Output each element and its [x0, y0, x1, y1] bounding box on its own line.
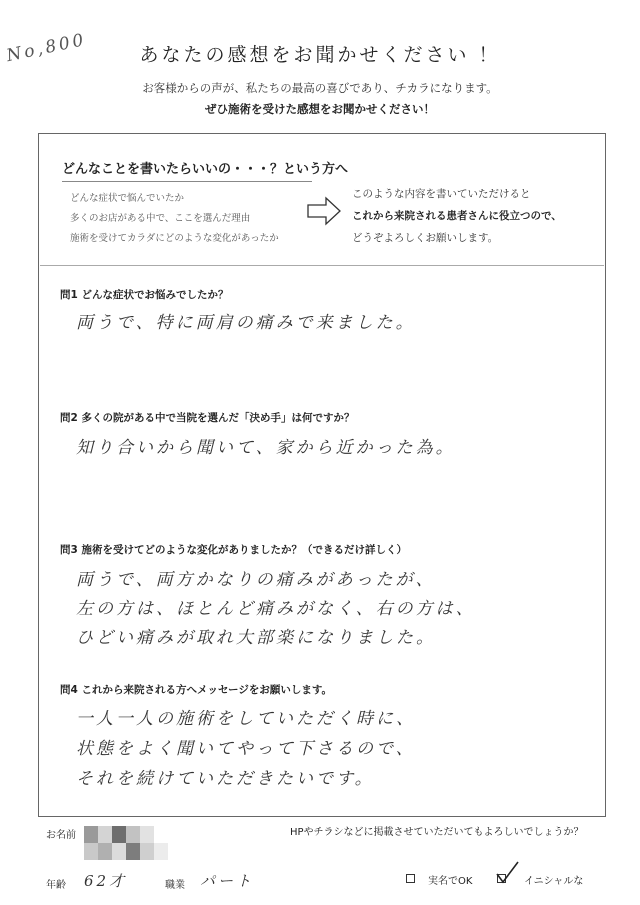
answer-3-line: 左の方は、ほとんど痛みがなく、右の方は、 [76, 599, 476, 619]
name-label: お名前 [46, 830, 76, 841]
guide-item: どんな症状で悩んでいたか [70, 193, 185, 204]
initials-option-label: イニシャルな [524, 876, 584, 887]
real-name-option-label: 実名でOK [428, 876, 473, 887]
guide-title: どんなことを書いたらいいの・・・？という方へ [62, 162, 349, 177]
guide-note-emphasis: これから来院される患者さんに役立つので、 [352, 210, 562, 222]
check-mark-icon [494, 860, 520, 886]
answer-3-line: ひどい痛みが取れ大部楽になりました。 [76, 628, 436, 648]
guide-note: どうぞよろしくお願いします。 [352, 232, 499, 244]
guide-underline [62, 181, 312, 182]
guide-note: このような内容を書いていただけると [352, 188, 531, 200]
age-value: 62才 [84, 872, 128, 890]
answer-2-line: 知り合いから聞いて、家から近かった為。 [76, 438, 456, 458]
answer-4-line: 一人一人の施術をしていただく時に、 [76, 709, 416, 729]
publish-consent-question: HPやチラシなどに掲載させていただいてもよろしいでしょうか？ [290, 827, 584, 838]
real-name-checkbox[interactable] [406, 874, 415, 883]
occupation-label: 職業 [165, 880, 185, 891]
answer-4-line: それを続けていただきたいです。 [76, 769, 375, 789]
page-subtitle-emphasis: ぜひ施術を受けた感想をお聞かせください！ [205, 102, 435, 116]
answer-4-line: 状態をよく聞いてやって下さるので、 [76, 739, 416, 759]
answer-3-line: 両うで、両方かなりの痛みがあったが、 [76, 570, 436, 590]
question-4-label: 問4 これから来院される方へメッセージをお願いします。 [60, 684, 332, 696]
serial-number: No,800 [4, 29, 89, 67]
guide-item: 施術を受けてカラダにどのような変化があったか [70, 233, 279, 244]
page-subtitle: お客様からの声が、私たちの最高の喜びであり、チカラになります。 [142, 81, 498, 95]
question-3-label: 問3 施術を受けてどのような変化がありましたか？（できるだけ詳しく） [60, 544, 407, 556]
guide-divider [40, 265, 604, 266]
age-label: 年齢 [46, 880, 66, 891]
name-redacted-mosaic [84, 826, 168, 860]
arrow-right-icon [306, 196, 342, 226]
occupation-value: パート [200, 872, 255, 890]
answer-1-line: 両うで、特に両肩の痛みで来ました。 [76, 313, 416, 333]
question-1-label: 問1 どんな症状でお悩みでしたか？ [60, 289, 229, 301]
page-title: あなたの感想をお聞かせください ！ [139, 44, 501, 66]
guide-item: 多くのお店がある中で、ここを選んだ理由 [70, 213, 251, 224]
question-2-label: 問2 多くの院がある中で当院を選んだ「決め手」は何ですか？ [60, 412, 355, 424]
